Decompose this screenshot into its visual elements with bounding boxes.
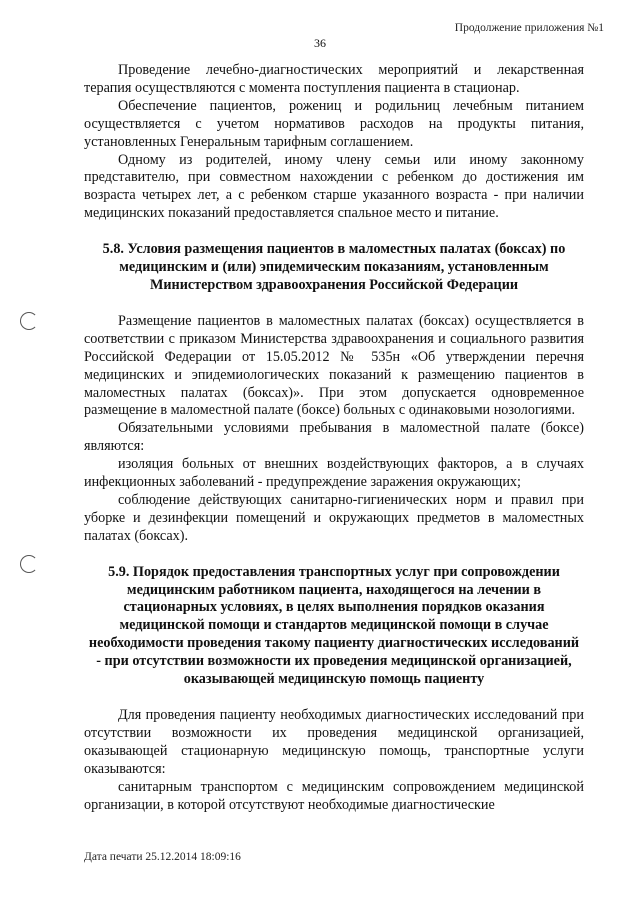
section-heading-5-9: 5.9. Порядок предоставления транспортных услуг при сопровождении медицинским работником пациента, находящегося на лечении в стационарных условиях, в целях выполнения порядков оказания медицинской помощи и стандартов медицинской помощи в случае необходимости проведения такому пациенту диагностических исследований - при отсутствии возможности их проведения медицинской организацией, оказывающей медицинскую помощь пациенту: [88, 563, 580, 688]
page-number: 36: [314, 36, 326, 50]
paragraph: Размещение пациентов в маломестных палатах (боксах) осуществляется в соответствии с приказом Министерства здравоохранения и социального развития Российской Федерации от 15.05.2012 № 535н «Об утверждении перечня медицинских и эпидемиологических показаний к размещению пациентов в маломестных палатах (боксах)». При этом допускается одновременное размещение в маломестной палате (боксе) больных с одинаковыми нозологиями.: [84, 312, 584, 419]
print-date: Дата печати 25.12.2014 18:09:16: [84, 851, 241, 863]
margin-hole-mark-icon: [20, 555, 38, 573]
list-item: соблюдение действующих санитарно-гигиенических норм и правил при уборке и дезинфекции помещений и окружающих предметов в маломестных палатах (боксах).: [84, 491, 584, 544]
paragraph: Проведение лечебно-диагностических мероприятий и лекарственная терапия осуществляются с момента поступления пациента в стационар.: [84, 62, 584, 96]
appendix-continuation-note: Продолжение приложения №1: [454, 22, 604, 34]
paragraph: санитарным транспортом с медицинским сопровождением медицинской организации, в которой отсутствуют необходимые диагностические: [84, 778, 584, 813]
paragraph: Для проведения пациенту необходимых диагностических исследований при отсутствии возможности их проведения медицинской организацией, оказывающей стационарную медицинскую помощь, транспортные услуги оказываются:: [84, 707, 584, 777]
list-item: изоляция больных от внешних воздействующих факторов, а в случаях инфекционных заболеваний - предупреждение заражения окружающих;: [84, 456, 584, 491]
margin-hole-mark-icon: [20, 312, 38, 330]
document-body: [84, 62, 584, 814]
paragraph: Обеспечение пациентов, рожениц и родильниц лечебным питанием осуществляется с учетом нормативов расходов на продукты питания, установленных Генеральным тарифным соглашением.: [84, 97, 584, 150]
paragraph: Обязательными условиями пребывания в маломестной палате (боксе) являются:: [84, 420, 584, 455]
section-heading-5-8: 5.8. Условия размещения пациентов в маломестных палатах (боксах) по медицинским и (или) эпидемическим показаниям, установленным Министерством здравоохранения Российской Федерации: [102, 241, 566, 293]
paragraph: Одному из родителей, иному члену семьи или иному законному представителю, при совместном нахождении с ребенком до достижения им возраста четырех лет, а с ребенком старше указанного возраста - при наличии медицинских показаний предоставляется спальное место и питание.: [84, 151, 584, 222]
